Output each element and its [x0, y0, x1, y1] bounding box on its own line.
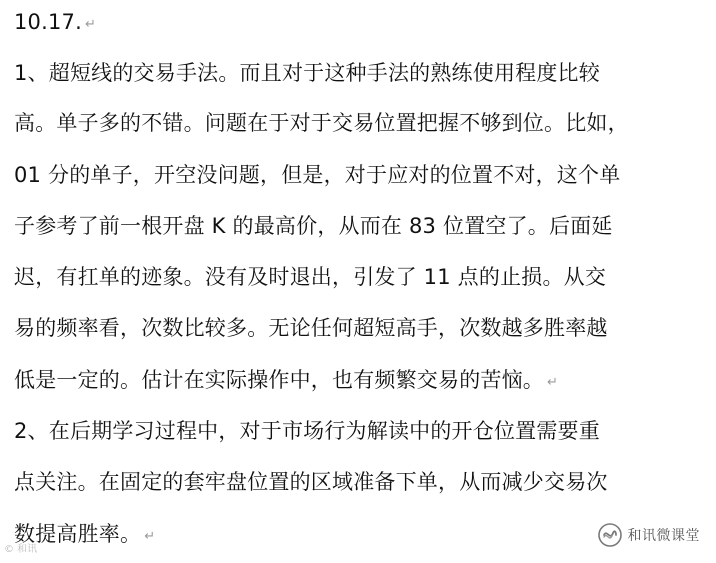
text-line-content: 低是一定的。估计在实际操作中，也有频繁交易的苦恼。	[14, 368, 544, 392]
text-line	[14, 462, 608, 502]
watermark-brand-text: 和讯微课堂	[627, 528, 700, 544]
text-line-content: 迟，有扛单的迹象。没有及时退出，引发了 11 点的止损。从交	[14, 265, 607, 289]
faint-watermark-left: © 和讯	[4, 544, 38, 555]
text-line	[14, 257, 606, 297]
text-line-content: 01 分的单子，开空没问题，但是，对于应对的位置不对，这个单	[14, 163, 621, 187]
text-line-content: 点关注。在固定的套牢盘位置的区域准备下单，从而减少交易次	[14, 470, 608, 494]
text-line-content: 子参考了前一根开盘 K 的最高价，从而在 83 位置空了。后面延	[14, 214, 613, 238]
text-line-content: 2、在后期学习过程中，对于市场行为解读中的开仓位置需要重	[14, 419, 600, 443]
text-line	[14, 360, 558, 400]
paragraph-mark: ↵	[85, 17, 97, 32]
paragraph-mark: ↵	[144, 529, 156, 544]
text-line-content: 数提高胜率。	[14, 522, 142, 546]
text-line	[14, 308, 608, 348]
text-line-content: 1、超短线的交易手法。而且对于这种手法的熟练使用程度比较	[14, 61, 600, 85]
text-line	[14, 53, 600, 93]
date-heading: 10.17.	[14, 10, 82, 34]
watermark	[594, 521, 705, 549]
text-line-content: 高。单子多的不错。问题在于对于交易位置把握不够到位。比如，	[14, 111, 629, 135]
wechat-channel-icon	[598, 523, 622, 547]
text-line	[14, 155, 620, 195]
date-heading-line	[14, 2, 96, 42]
text-line-content: 易的频率看，次数比较多。无论任何超短高手，次数越多胜率越	[14, 316, 608, 340]
text-line	[14, 103, 629, 143]
text-line	[14, 206, 613, 246]
paragraph-mark: ↵	[547, 375, 559, 390]
text-line	[14, 411, 600, 451]
